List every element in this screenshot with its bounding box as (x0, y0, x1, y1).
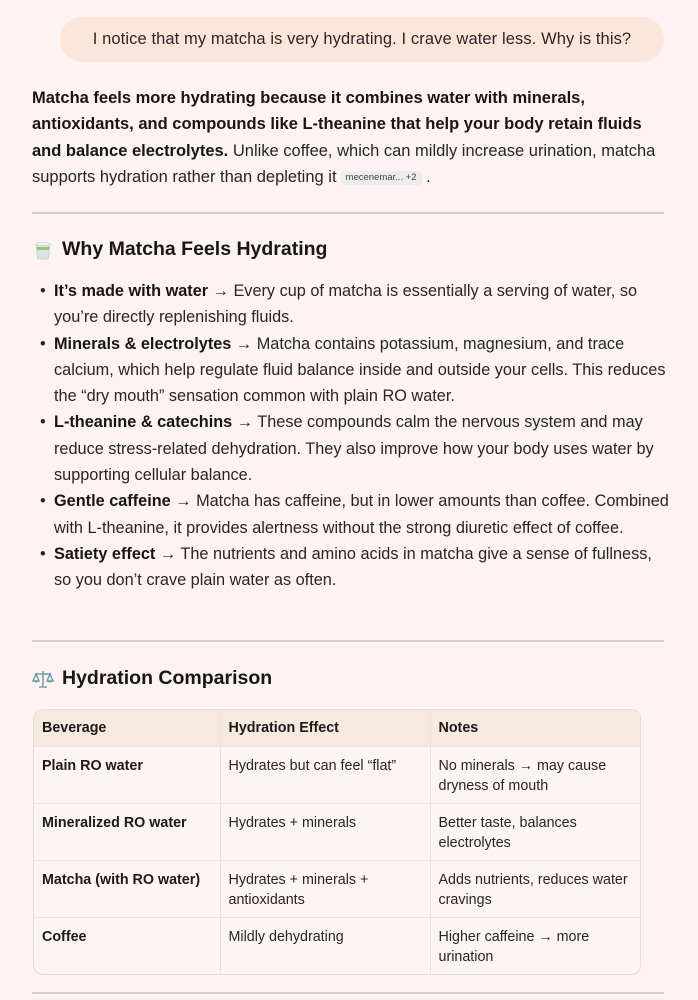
list-item-bold: L-theanine & catechins (54, 413, 233, 432)
divider (32, 212, 664, 214)
list-item-bold: Minerals & electrolytes (54, 334, 232, 353)
list-item-text: → Matcha contains potassium, magnesium, and trace calcium, which help regulate fluid balance inside and outside your cells. This reduces the “dry mouth” sensation common with plain RO water. (54, 334, 666, 406)
cell-beverage: Coffee (34, 918, 220, 975)
list-item (38, 488, 670, 541)
table-row (34, 804, 640, 861)
cell-hydration-effect: Hydrates but can feel “flat” (220, 747, 430, 804)
divider (32, 640, 664, 642)
list-item-bold: It’s made with water (54, 282, 209, 300)
cell-notes: Higher caffeine → more urination (430, 918, 640, 975)
list-item-text: → These compounds calm the nervous system and may reduce stress-related dehydration. They also improve how your body uses water by supporting cellular balance. (54, 413, 654, 485)
table-row (34, 918, 640, 975)
list-item (38, 541, 670, 594)
cell-notes: No minerals → may cause dryness of mouth (430, 747, 640, 804)
user-message-bubble (60, 17, 664, 62)
cell-notes: Adds nutrients, reduces water cravings (430, 861, 640, 918)
cell-beverage: Matcha (with RO water) (34, 861, 220, 918)
cell-hydration-effect: Hydrates + minerals (220, 804, 430, 861)
section-heading-why (32, 238, 327, 261)
balance-scale-icon (32, 668, 54, 690)
list-item-text: → Every cup of matcha is essentially a serving of water, so you’re directly replenishing fluids. (54, 282, 638, 327)
cell-hydration-effect: Hydrates + minerals + antioxidants (220, 861, 430, 918)
list-item-text: → The nutrients and amino acids in matcha give a sense of fullness, so you don’t crave plain water as often. (54, 544, 652, 590)
list-item-bold: Satiety effect (54, 544, 156, 563)
answer-intro-bold: Matcha feels more hydrating because it combines water with minerals, antioxidants, and compounds like L-theanine that help your body retain fluids and balance electrolytes. (32, 89, 642, 160)
cell-hydration-effect: Mildly dehydrating (220, 918, 430, 975)
cell-beverage: Plain RO water (34, 747, 220, 804)
column-header-beverage: Beverage (34, 710, 220, 747)
user-message-text: I notice that my matcha is very hydrating. I crave water less. Why is this? (92, 30, 632, 48)
reasons-list (38, 278, 670, 594)
cell-beverage: Mineralized RO water (34, 804, 220, 861)
section-heading-comparison (32, 667, 272, 690)
list-item-text: → Matcha has caffeine, but in lower amounts than coffee. Combined with L-theanine, it provides alertness without the strong diuretic effect of coffee. (54, 492, 669, 537)
answer-intro (32, 85, 672, 190)
cell-notes: Better taste, balances electrolytes (430, 804, 640, 861)
table-row (34, 747, 640, 804)
table-header-row (34, 710, 640, 747)
matcha-cup-icon (32, 239, 54, 261)
list-item (38, 331, 670, 410)
answer-intro-end: . (421, 167, 431, 186)
answer-intro-text: Unlike coffee, which can mildly increase urination, matcha supports hydration rather than depleting it (32, 141, 656, 186)
divider (32, 992, 664, 994)
list-item (38, 278, 670, 331)
citation-chip[interactable]: mecenemar... +2 (341, 171, 422, 185)
list-item-bold: Gentle caffeine (54, 492, 171, 511)
section-heading-comparison-text: Hydration Comparison (62, 667, 273, 689)
comparison-table (33, 709, 641, 975)
table-row (34, 861, 640, 918)
section-heading-why-text: Why Matcha Feels Hydrating (62, 238, 328, 260)
column-header-notes: Notes (430, 710, 640, 747)
list-item (38, 409, 670, 488)
column-header-hydration-effect: Hydration Effect (220, 710, 430, 747)
